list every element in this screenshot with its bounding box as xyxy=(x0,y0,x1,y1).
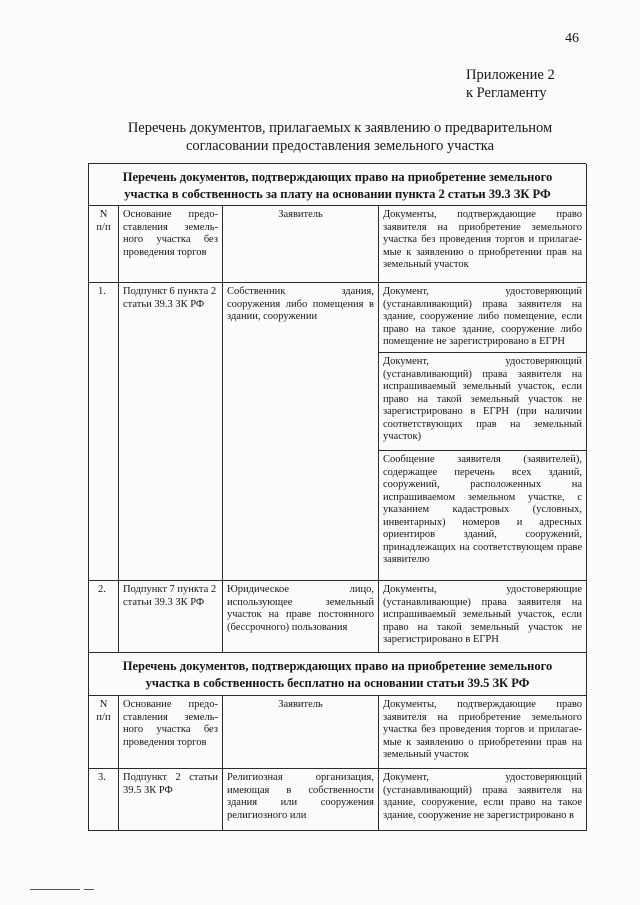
footer-rule xyxy=(30,889,80,890)
column-header-number-line: п/п xyxy=(96,711,111,723)
section-heading-line: Перечень документов, подтверждающих право на приобретение земельного xyxy=(122,170,553,184)
row-document: Документы, удостоверяющие (устанавливающие) права заявителя на испрашиваемый земельный участок, если право на такой земельный участок не зарегистрировано в ЕГРН xyxy=(379,581,587,653)
row-basis: Подпункт 2 статьи 39.5 ЗК РФ xyxy=(119,769,223,831)
column-header-documents: Документы, подтверждающие право заявителя на приобретение земельного участка без проведения торгов и прилагае-мые к заявлению о приобретении прав на земельный участок xyxy=(379,206,587,283)
row-basis: Подпункт 6 пункта 2 статьи 39.3 ЗК РФ xyxy=(119,283,223,581)
section-heading-line: Перечень документов, подтверждающих право на приобретение земельного xyxy=(122,659,553,673)
row-document: Сообщение заявителя (заявителей), содержащее перечень всех зданий, сооружений, расположенных на испрашиваемом земельном участке, с указанием кадастровых (условных, инвентарных) номеров и адресных ориентиров зданий, сооружений, принадлежащих на соответствующем праве заявителю xyxy=(379,451,587,581)
column-header-number xyxy=(89,696,119,769)
row-basis: Подпункт 7 пункта 2 статьи 39.3 ЗК РФ xyxy=(119,581,223,653)
appendix-label xyxy=(466,66,555,102)
row-document: Документ, удостоверяющий (устанавливающий) права заявителя на здание, сооружение, если право на такое здание, сооружение не зарегистрировано в xyxy=(379,769,587,831)
column-header-number-line: п/п xyxy=(96,221,111,233)
column-header-basis: Основание предо-ставления земель-ного участка без проведения торгов xyxy=(119,206,223,283)
column-header-documents: Документы, подтверждающие право заявителя на приобретение земельного участка без проведения торгов и прилагае-мые к заявлению о приобретении прав на земельный участок xyxy=(379,696,587,769)
row-applicant: Религиозная организация, имеющая в собственности здания или сооружения религиозного или xyxy=(223,769,379,831)
row-number: 2. xyxy=(89,581,119,653)
column-header-number-line: N xyxy=(99,699,108,710)
column-header-number xyxy=(89,206,119,283)
document-title xyxy=(80,119,600,155)
column-header-applicant: Заявитель xyxy=(223,206,379,283)
column-header-number-line: N xyxy=(99,209,108,220)
title-line-2: согласовании предоставления земельного участка xyxy=(185,138,495,154)
section-heading xyxy=(89,653,587,696)
page-number: 46 xyxy=(565,31,579,46)
row-applicant: Собственник здания, сооружения либо помещения в здании, сооружении xyxy=(223,283,379,581)
column-header-basis: Основание предо-ставления земель-ного участка без проведения торгов xyxy=(119,696,223,769)
footer-rule xyxy=(84,889,94,890)
row-document: Документ, удостоверяющий (устанавливающий) права заявителя на здание, сооружение либо помещение, если право на такое здание, сооружение либо помещение не зарегистрировано в ЕГРН xyxy=(379,283,587,353)
appendix-line-2: к Регламенту xyxy=(466,85,547,101)
row-document: Документ, удостоверяющий (устанавливающий) права заявителя на испрашиваемый земельный участок, если право на такой земельный участок не зарегистрировано в ЕГРН (при наличии соответствующих прав на земельный участок) xyxy=(379,353,587,451)
title-line-1: Перечень документов, прилагаемых к заявлению о предварительном xyxy=(127,120,553,136)
documents-table xyxy=(88,163,586,831)
section-heading-line: участка в собственность бесплатно на основании статьи 39.5 ЗК РФ xyxy=(145,676,530,690)
appendix-line-1: Приложение 2 xyxy=(466,67,555,83)
row-number: 3. xyxy=(89,769,119,831)
row-number: 1. xyxy=(89,283,119,581)
section-heading-line: участка в собственность за плату на основании пункта 2 статьи 39.3 ЗК РФ xyxy=(124,187,551,201)
section-heading xyxy=(89,164,587,206)
column-header-applicant: Заявитель xyxy=(223,696,379,769)
row-applicant: Юридическое лицо, использующее земельный участок на праве постоянного (бессрочного) пользования xyxy=(223,581,379,653)
